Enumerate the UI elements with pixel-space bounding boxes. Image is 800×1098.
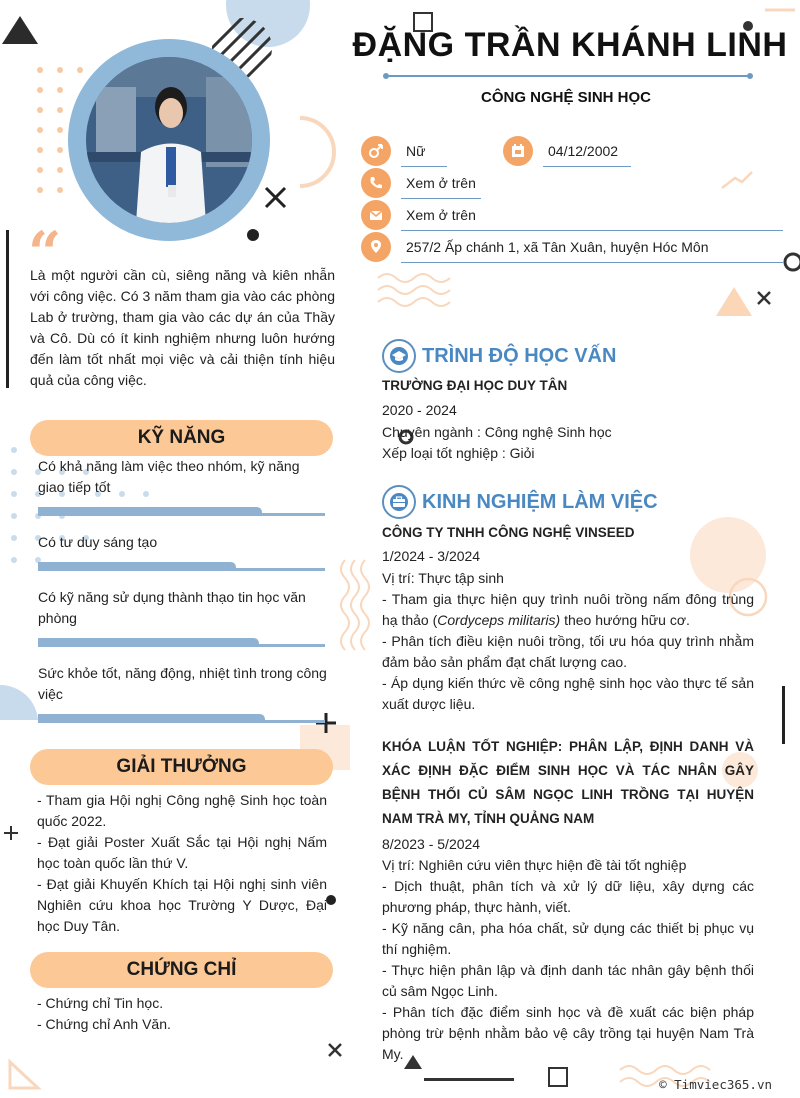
education-heading <box>382 339 616 373</box>
skill-item: Có kỹ năng sử dụng thành thạo tin học văn phòng <box>38 589 306 626</box>
address-value: 257/2 Ấp chánh 1, xã Tân Xuân, huyện Hóc Môn <box>406 239 709 255</box>
certificate-item: - Chứng chỉ Anh Văn. <box>37 1016 171 1032</box>
skills-heading: KỸ NĂNG <box>30 420 333 456</box>
job1-duty: - Phân tích điều kiện nuôi trồng, tối ưu hóa quy trình nhằm đảm bảo sản phẩm đạt chất lượng cao. <box>382 633 754 670</box>
gender-underline <box>401 166 447 167</box>
phone-underline <box>401 198 481 199</box>
job1-period: 1/2024 - 3/2024 <box>382 548 481 564</box>
job2-duty: - Dịch thuật, phân tích và xử lý dữ liệu, xây dựng các phương pháp, thực hành, viết. <box>382 878 754 915</box>
quote-icon: “ <box>28 219 62 287</box>
skill-bar <box>38 507 328 519</box>
graduation-cap-icon <box>382 339 416 373</box>
skill-bar-fill <box>38 638 259 647</box>
job1-duty: - Áp dụng kiến thức về công nghệ sinh học vào thực tế sản xuất dược liệu. <box>382 675 754 712</box>
address-underline <box>401 262 783 263</box>
certificate-item: - Chứng chỉ Tin học. <box>37 995 164 1011</box>
job1-duty-text: theo hướng hữu cơ. <box>560 612 690 628</box>
certificates-heading: CHỨNG CHỈ <box>30 952 333 988</box>
skill-item: Có tư duy sáng tạo <box>38 534 158 550</box>
education-field: Chuyên ngành : Công nghệ Sinh học <box>382 424 612 440</box>
job2-duties <box>382 876 754 1065</box>
education-title: TRÌNH ĐỘ HỌC VẤN <box>422 344 617 367</box>
briefcase-icon <box>382 485 416 519</box>
skill-bar-fill <box>38 507 262 516</box>
awards-heading: GIẢI THƯỞNG <box>30 749 333 785</box>
job2-position: Vị trí: Nghiên cứu viên thực hiện đề tài tốt nghiệp <box>382 857 687 873</box>
job1-duty-text: - Tham gia thực hiện quy trình nuôi trồng nấm đông trùng hạ thảo ( <box>382 591 754 628</box>
experience-title: KINH NGHIỆM LÀM VIỆC <box>422 490 658 513</box>
experience-heading <box>382 485 658 519</box>
award-item: - Đạt giải Poster Xuất Sắc tại Hội nghị Nấm học toàn quốc lần thứ V. <box>37 834 327 871</box>
awards-list <box>37 790 327 937</box>
job-title: CÔNG NGHỆ SINH HỌC <box>480 89 651 106</box>
skill-bar <box>38 638 328 650</box>
email-underline <box>401 230 783 231</box>
summary-text: Là một người cần cù, siêng năng và kiên nhẫn với công việc. Có 3 năm tham gia vào các phòng Lab ở trường, tham gia vào các dự án của Thầy và Cô. Dù có ít kinh nghiệm nhưng luôn hướng đến làm tốt nhất mọi việc và cải thiện tính hiệu quả của công việc. <box>30 267 335 388</box>
email-value: Xem ở trên <box>406 207 476 223</box>
school-name: TRƯỜNG ĐẠI HỌC DUY TÂN <box>382 378 568 393</box>
job2-title: KHÓA LUẬN TỐT NGHIỆP: PHÂN LẬP, ĐỊNH DANH VÀ XÁC ĐỊNH ĐẶC ĐIỂM SINH HỌC VÀ TÁC NHÂN GÂY BỆNH THỐI CỦ SÂM NGỌC LINH TRỒNG TẠI HUYỆN NAM TRÀ MY, TỈNH QUẢNG NAM <box>382 739 754 826</box>
calendar-icon <box>503 136 533 166</box>
skill-bar <box>38 562 328 574</box>
job2-period: 8/2023 - 5/2024 <box>382 836 481 852</box>
gender-icon <box>361 136 391 166</box>
species-name: Cordyceps militaris) <box>437 612 561 628</box>
skill-bar-fill <box>38 562 236 571</box>
copyright: © Timviec365.vn <box>659 1077 772 1092</box>
location-icon <box>361 232 391 262</box>
birthdate-underline <box>543 166 631 167</box>
avatar <box>86 57 252 223</box>
skill-item: Sức khỏe tốt, năng động, nhiệt tình trong công việc <box>38 665 327 702</box>
award-item: - Tham gia Hội nghị Công nghệ Sinh học toàn quốc 2022. <box>37 792 327 829</box>
skill-item: Có khả năng làm việc theo nhóm, kỹ năng giao tiếp tốt <box>38 458 300 495</box>
education-period: 2020 - 2024 <box>382 402 457 418</box>
job1-position: Vị trí: Thực tập sinh <box>382 570 504 586</box>
job2-duty: - Phân tích đặc điểm sinh học và đề xuất các biện pháp phòng trừ bệnh nhằm bảo vệ cây trồng tại huyện Nam Trà My. <box>382 1004 754 1062</box>
email-icon <box>361 200 391 230</box>
award-item: - Đạt giải Khuyến Khích tại Hội nghị sinh viên Nghiên cứu khoa học Trường Y Dược, Đại học Duy Tân. <box>37 876 327 934</box>
job2-duty: - Kỹ năng cân, pha hóa chất, sử dụng các thiết bị phục vụ thí nghiệm. <box>382 920 754 957</box>
phone-value: Xem ở trên <box>406 175 476 191</box>
certificates-list <box>37 993 327 1035</box>
birthdate-value: 04/12/2002 <box>548 143 619 159</box>
job1-duty <box>382 589 754 631</box>
skill-bar <box>38 714 328 726</box>
education-grade: Xếp loại tốt nghiệp : Giỏi <box>382 445 535 461</box>
skill-bar-fill <box>38 714 265 723</box>
title-divider <box>385 75 750 77</box>
full-name: ĐẶNG TRẦN KHÁNH LINH <box>352 26 788 64</box>
gender-value: Nữ <box>406 143 426 159</box>
job1-company: CÔNG TY TNHH CÔNG NGHỆ VINSEED <box>382 525 635 540</box>
phone-icon <box>361 168 391 198</box>
job2-duty: - Thực hiện phân lập và định danh tác nhân gây bệnh thối củ sâm Ngọc Linh. <box>382 962 754 999</box>
